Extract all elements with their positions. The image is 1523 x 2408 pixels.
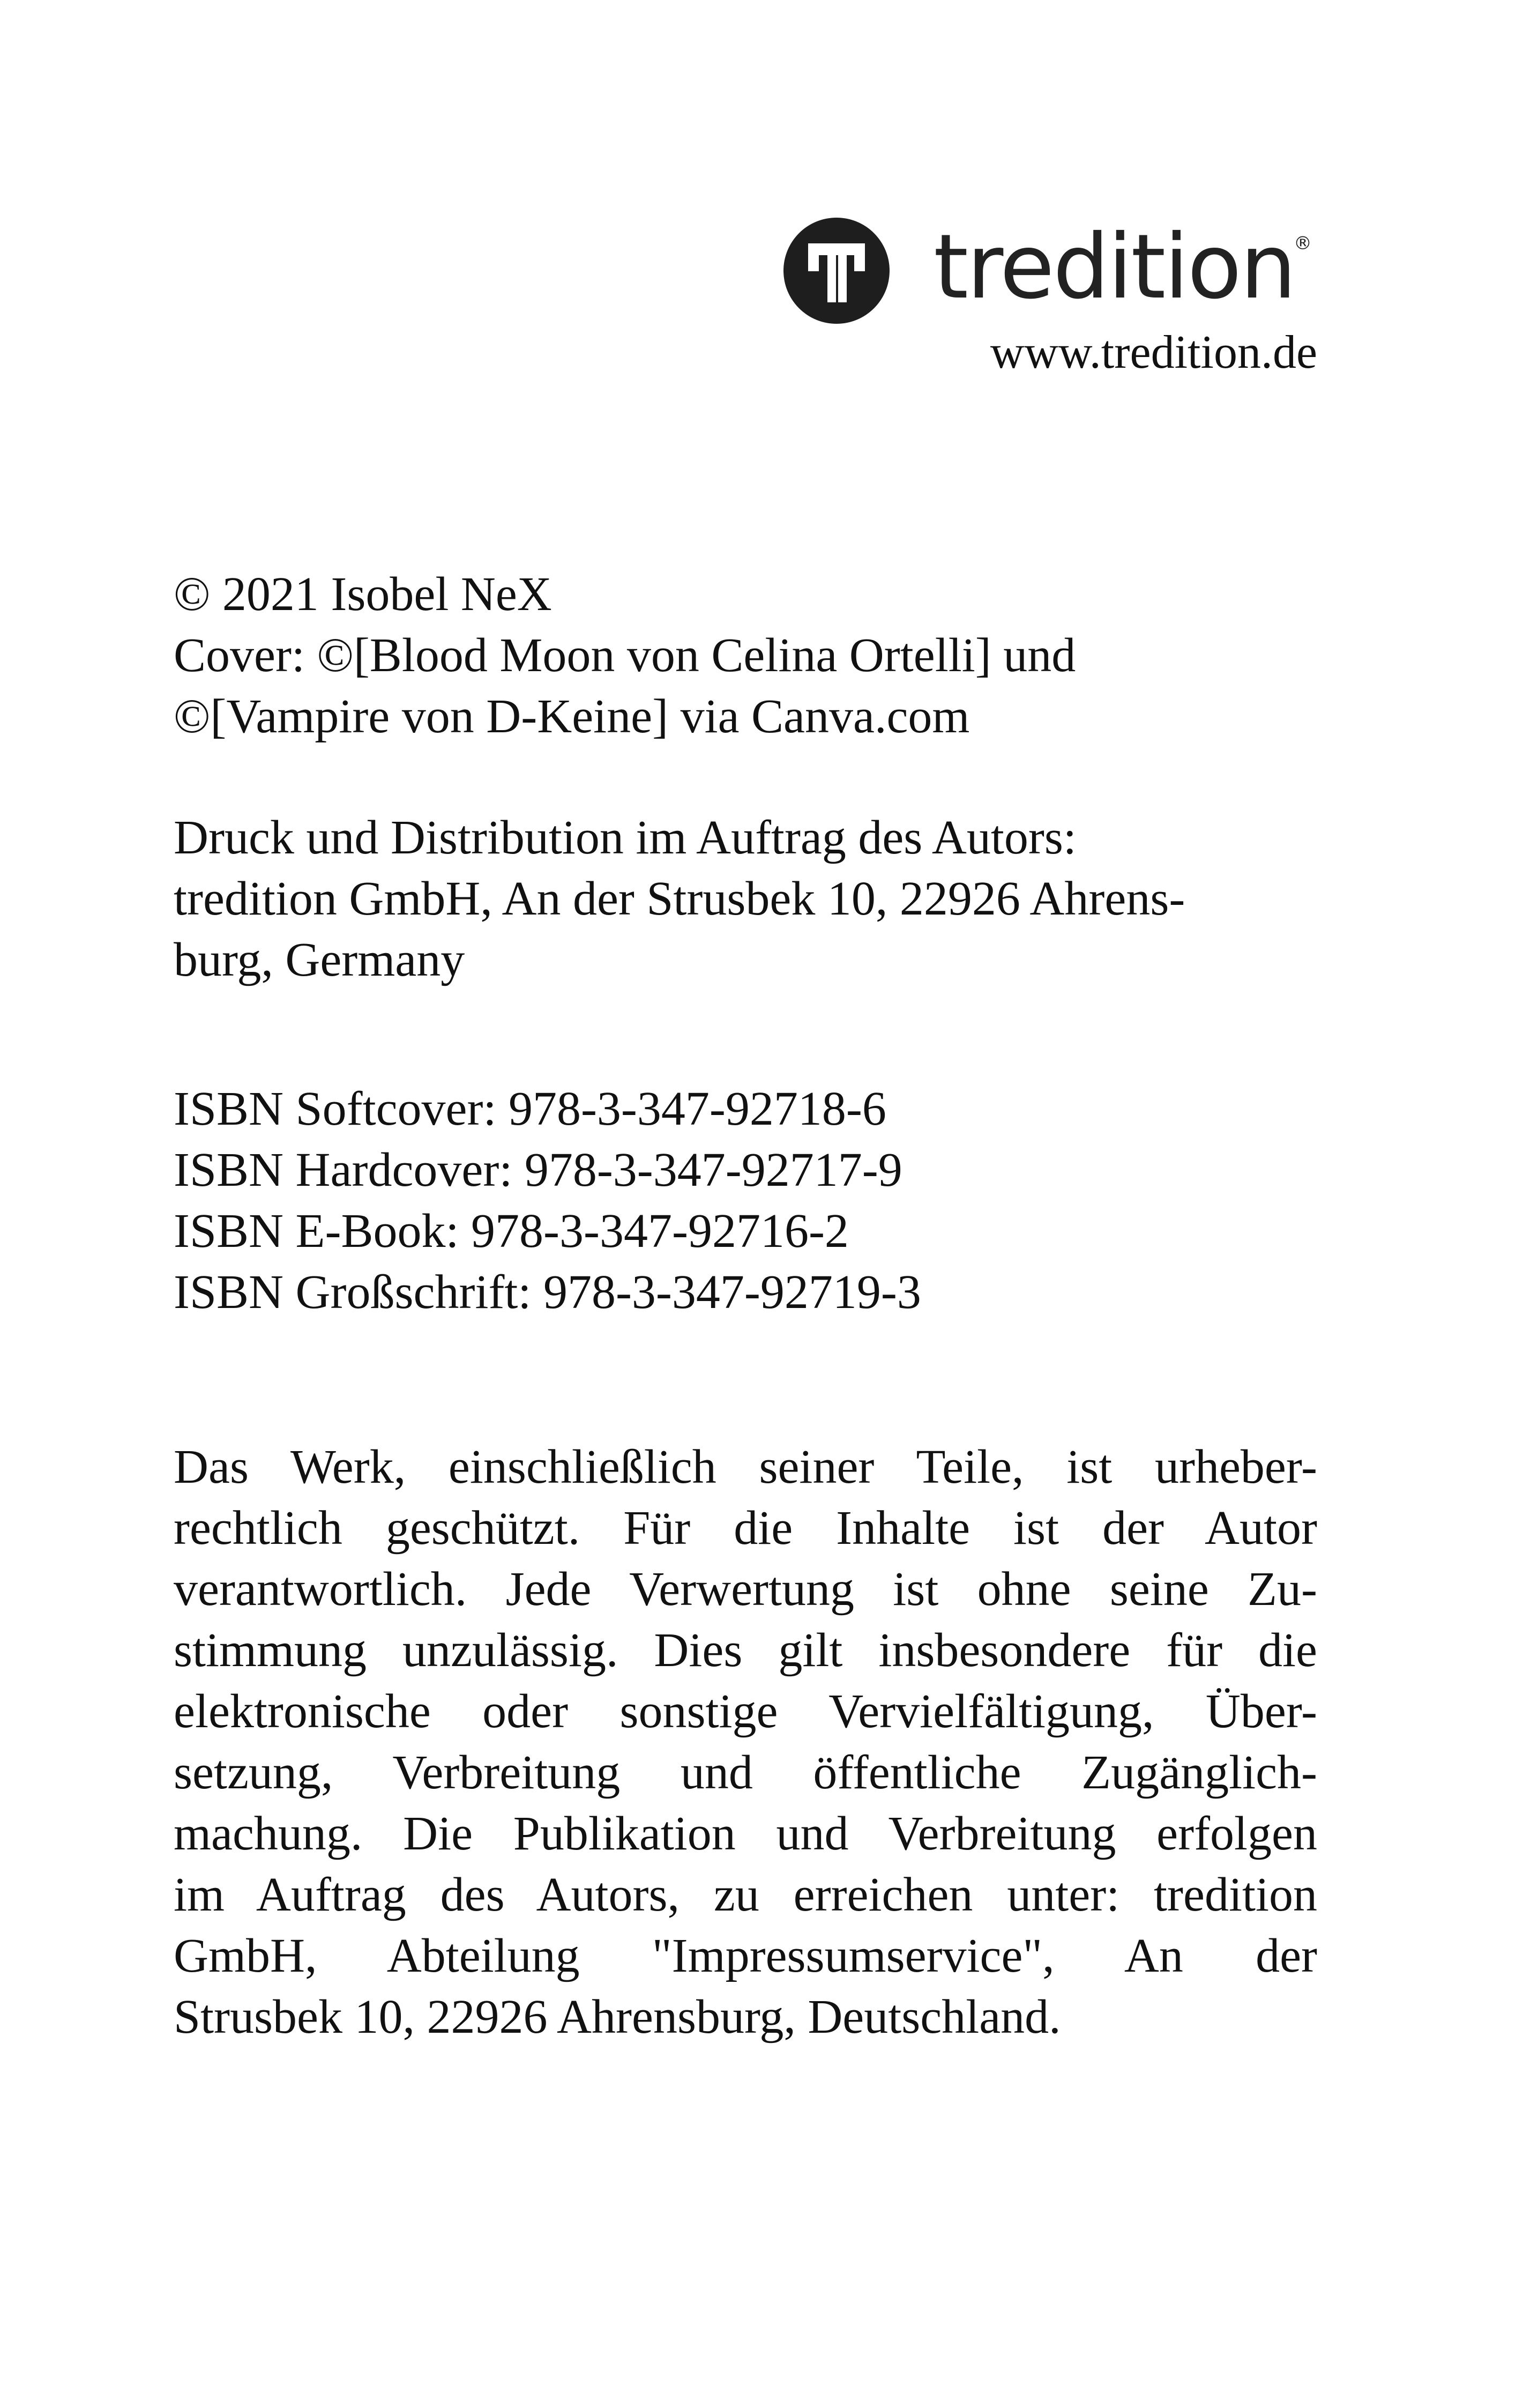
printing-line: Druck und Distribution im Auftrag des Autors: [174,811,1077,864]
copyright-block [174,564,1317,747]
isbn-ebook: ISBN E-Book: 978-3-347-92716-2 [174,1205,849,1258]
printing-line: burg, Germany [174,933,465,986]
legal-line: elektronische oder sonstige Vervielfältigung, Über- [174,1685,1317,1738]
legal-notice [174,1437,1317,2048]
printing-line: tredition GmbH, An der Strusbek 10, 22926 Ahrens- [174,872,1185,925]
printing-block [174,807,1317,991]
publisher-website: www.tredition.de [990,326,1317,378]
registered-mark: ® [1294,233,1312,254]
legal-line: im Auftrag des Autors, zu erreichen unter: tredition [174,1868,1317,1921]
cover-credit-line: ©[Vampire von D-Keine] via Canva.com [174,690,970,743]
isbn-softcover: ISBN Softcover: 978-3-347-92718-6 [174,1082,886,1135]
legal-line: Das Werk, einschließlich seiner Teile, ist urheber- [174,1440,1317,1493]
legal-line: Strusbek 10, 22926 Ahrensburg, Deutschland. [174,1990,1061,2043]
publisher-logo-wordmark: tredition [934,215,1295,319]
copyright-line: © 2021 Isobel NeX [174,568,552,621]
legal-line: machung. Die Publikation und Verbreitung erfolgen [174,1807,1317,1860]
publisher-logo [783,210,1319,333]
tredition-logo-icon [783,218,890,324]
isbn-block [174,1079,1317,1323]
legal-line: verantwortlich. Jede Verwertung ist ohne seine Zu- [174,1563,1317,1616]
legal-line: setzung, Verbreitung und öffentliche Zugänglich- [174,1746,1317,1799]
isbn-hardcover: ISBN Hardcover: 978-3-347-92717-9 [174,1143,902,1196]
legal-line: GmbH, Abteilung "Impressumservice", An der [174,1929,1317,1982]
cover-credit-line: Cover: ©[Blood Moon von Celina Ortelli] und [174,629,1076,682]
legal-line: stimmung unzulässig. Dies gilt insbesondere für die [174,1624,1317,1677]
isbn-large-print: ISBN Großschrift: 978-3-347-92719-3 [174,1266,921,1319]
legal-line: rechtlich geschützt. Für die Inhalte ist der Autor [174,1502,1317,1555]
